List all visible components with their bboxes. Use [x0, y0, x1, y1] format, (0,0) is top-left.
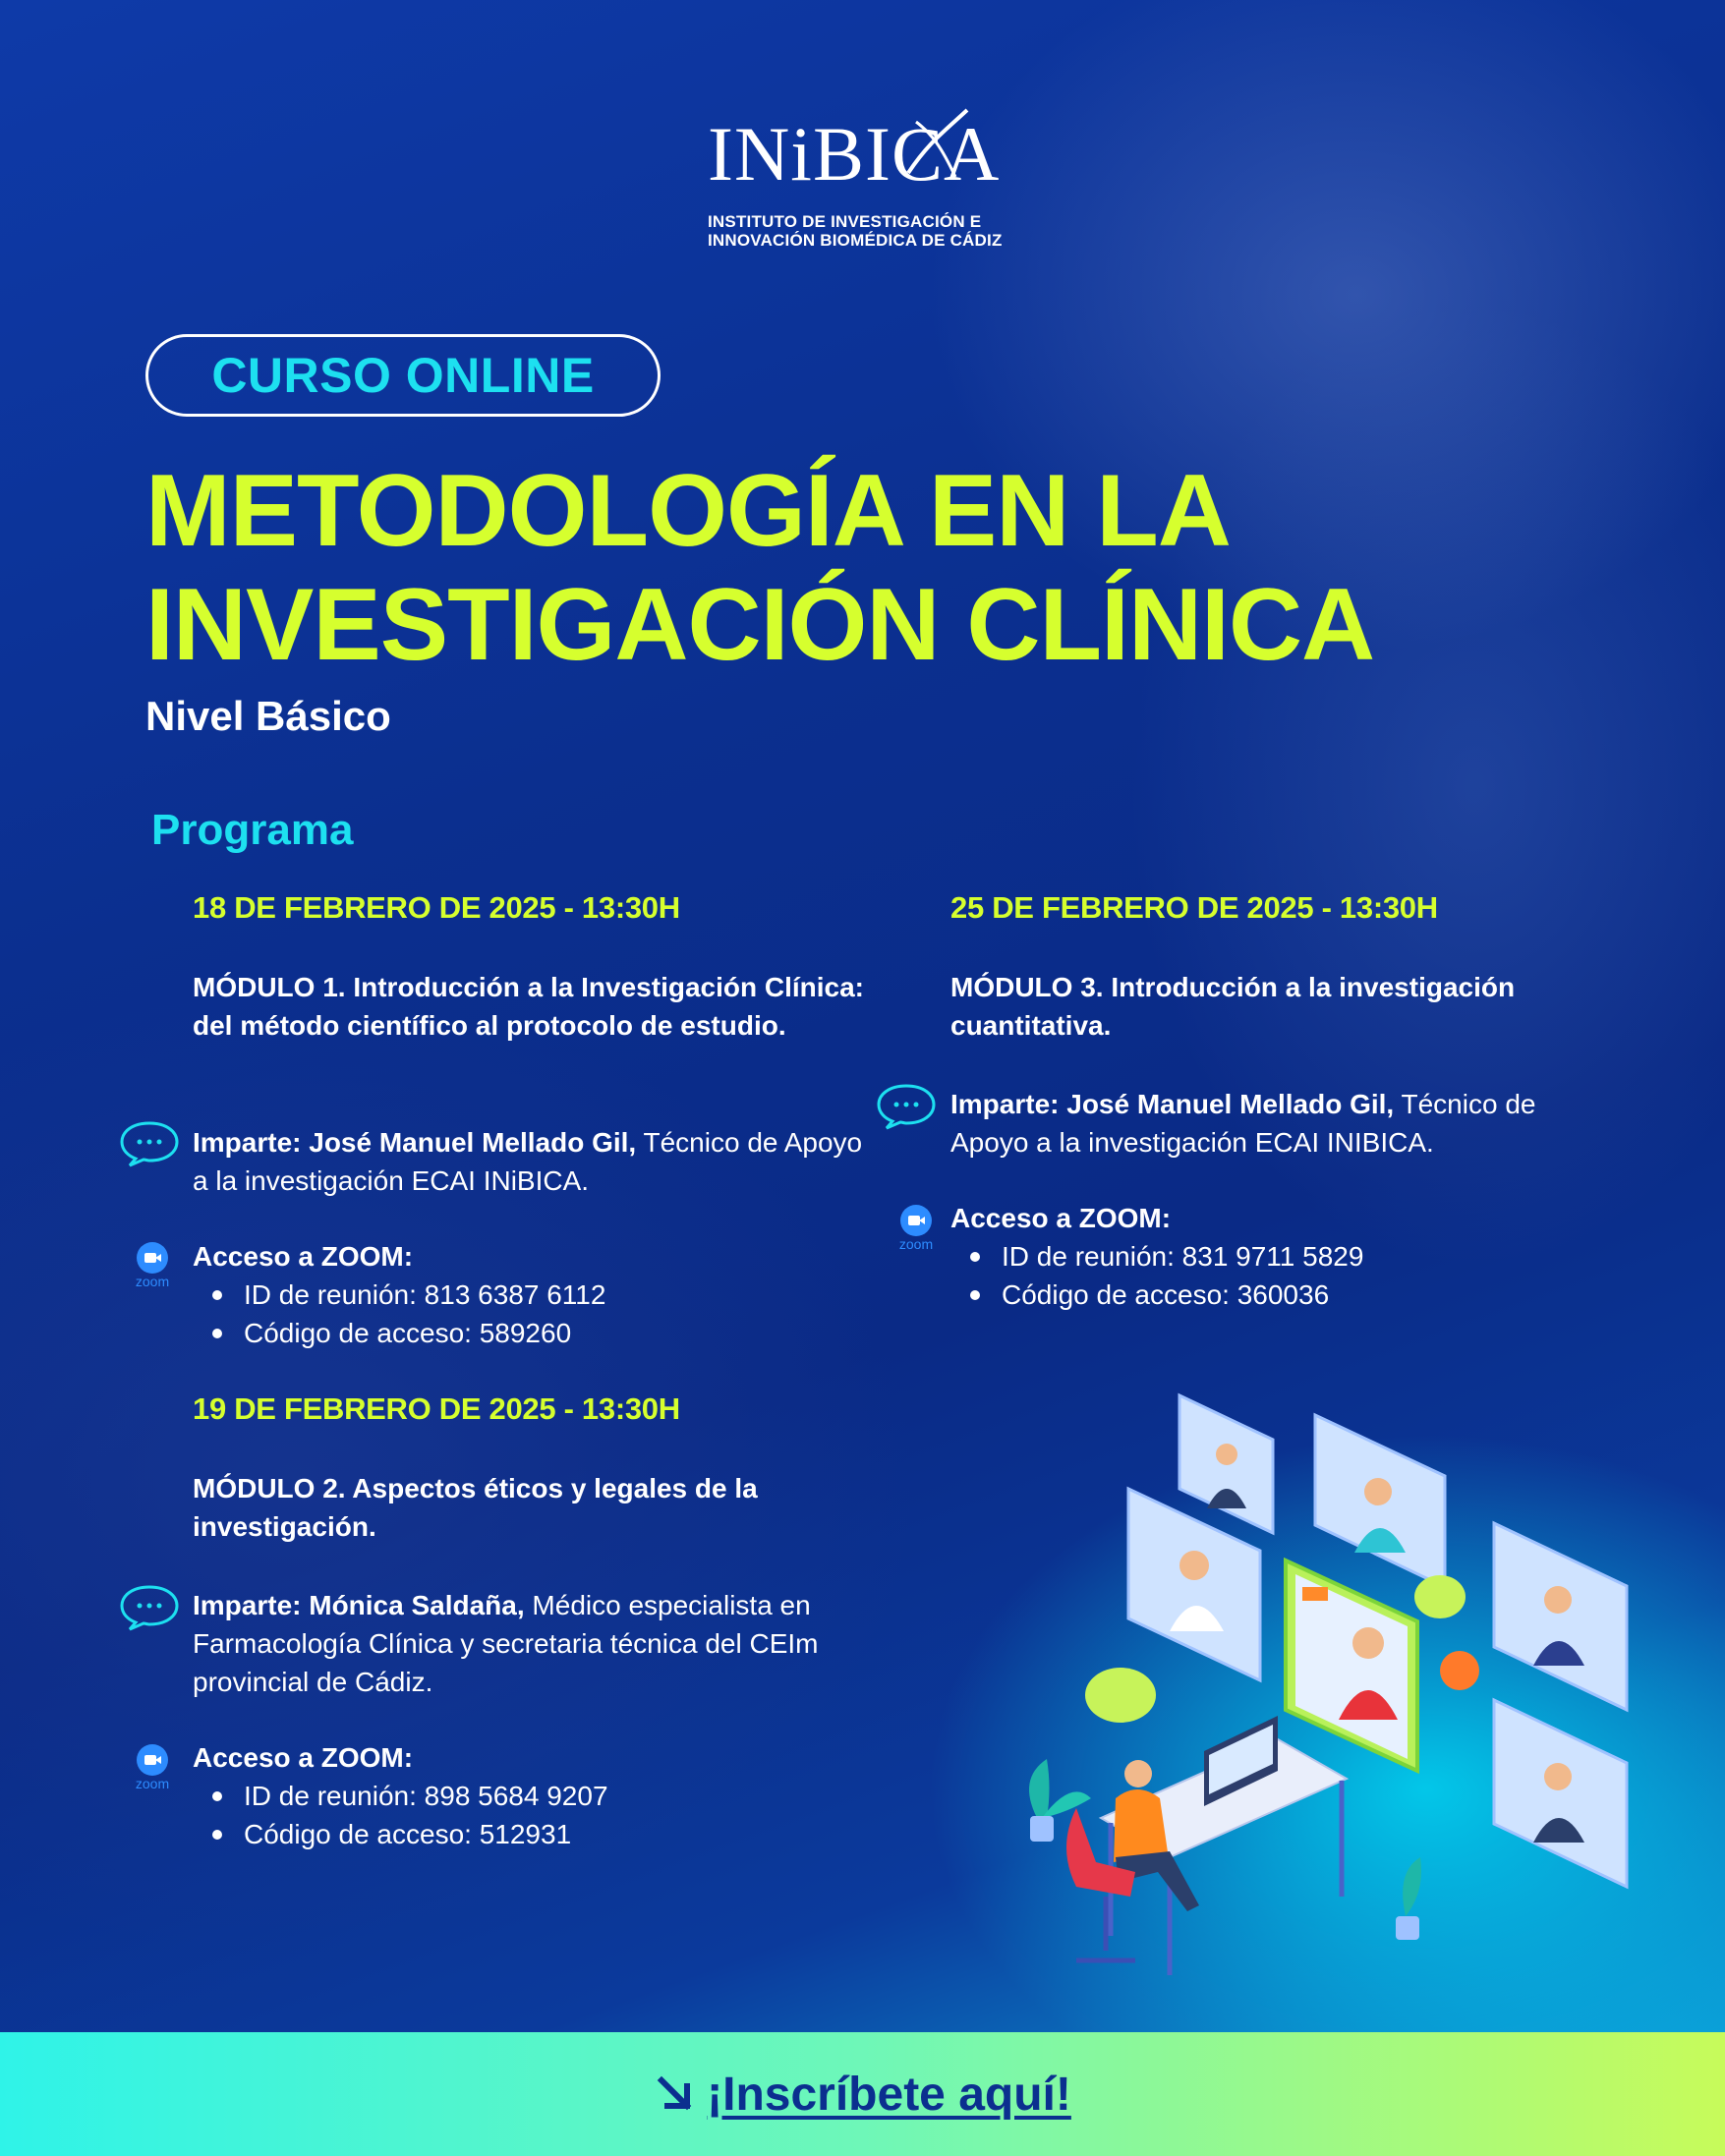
- chat-bubble-icon: [118, 1120, 181, 1167]
- module-1-speaker: [193, 1123, 881, 1200]
- zoom-logo-icon: [128, 1242, 177, 1287]
- module-1-speaker-role: Técnico de Apoyo a la investigación ECAI INiBICA.: [193, 1127, 863, 1196]
- module-2-access-code: Código de acceso: 512931: [193, 1815, 832, 1853]
- module-1-zoom-details: [193, 1276, 832, 1352]
- video-tile: [1315, 1415, 1445, 1587]
- module-2-zoom-details: [193, 1777, 832, 1853]
- module-3-speaker: [950, 1085, 1599, 1162]
- chat-bubble-icon: [875, 1083, 938, 1130]
- logo-wordmark: INiBICA: [708, 116, 1022, 193]
- chat-bubble-icon: [118, 1584, 181, 1631]
- video-tile: [1179, 1395, 1273, 1533]
- module-1-meeting-id: ID de reunión: 813 6387 6112: [193, 1276, 832, 1314]
- logo-subtitle-line1: INSTITUTO DE INVESTIGACIÓN E: [708, 212, 982, 231]
- module-3-zoom-label: Acceso a ZOOM:: [950, 1203, 1172, 1233]
- module-2-speaker-name: Imparte: Mónica Saldaña,: [193, 1590, 525, 1620]
- register-banner[interactable]: [0, 2032, 1725, 2156]
- module-1-access-code: Código de acceso: 589260: [193, 1314, 832, 1352]
- logo-subtitle: [708, 212, 1022, 250]
- module-2-title: MÓDULO 2. Aspectos éticos y legales de la investigación.: [193, 1473, 758, 1542]
- module-1-date: 18 DE FEBRERO DE 2025 - 13:30H: [193, 890, 680, 925]
- zoom-icon-label: zoom: [135, 1776, 170, 1791]
- page-title: [145, 454, 1522, 682]
- module-3-title: MÓDULO 3. Introducción a la investigación cuantitativa.: [950, 972, 1516, 1041]
- module-2-speaker-role: Médico especialista en Farmacología Clínica y secretaria técnica del CEIm provincial de Cádiz.: [193, 1590, 819, 1697]
- programa-heading: Programa: [151, 806, 354, 854]
- course-type-badge: CURSO ONLINE: [145, 334, 661, 417]
- arrow-down-right-icon: [654, 2072, 697, 2116]
- zoom-icon-label: zoom: [898, 1236, 934, 1252]
- module-2-date: 19 DE FEBRERO DE 2025 - 13:30H: [193, 1391, 680, 1426]
- zoom-logo-icon: [891, 1205, 941, 1250]
- online-meeting-illustration: [983, 1386, 1651, 1995]
- module-3-zoom-details: [950, 1237, 1589, 1314]
- module-2-zoom-label: Acceso a ZOOM:: [193, 1742, 414, 1773]
- module-2-meeting-id: ID de reunión: 898 5684 9207: [193, 1777, 832, 1815]
- module-3-date: 25 DE FEBRERO DE 2025 - 13:30H: [950, 890, 1438, 925]
- video-tile: [1494, 1523, 1627, 1710]
- module-1-speaker-name: Imparte: José Manuel Mellado Gil,: [193, 1127, 637, 1158]
- module-3-speaker-name: Imparte: José Manuel Mellado Gil,: [950, 1089, 1395, 1119]
- level-subtitle: Nivel Básico: [145, 693, 391, 739]
- module-3-speaker-role: Técnico de Apoyo a la investigación ECAI INIBICA.: [950, 1089, 1536, 1158]
- zoom-logo-icon: [128, 1744, 177, 1789]
- module-2-speaker: [193, 1586, 900, 1701]
- zoom-icon-label: zoom: [135, 1274, 170, 1289]
- register-link[interactable]: [654, 2068, 1071, 2122]
- video-tile: [1494, 1700, 1627, 1887]
- module-1-zoom-label: Acceso a ZOOM:: [193, 1241, 414, 1272]
- logo-subtitle-line2: INNOVACIÓN BIOMÉDICA DE CÁDIZ: [708, 231, 1003, 250]
- title-line-2: INVESTIGACIÓN CLÍNICA: [145, 568, 1375, 682]
- module-3-meeting-id: ID de reunión: 831 9711 5829: [950, 1237, 1589, 1276]
- video-tile: [1286, 1560, 1417, 1771]
- module-3-access-code: Código de acceso: 360036: [950, 1276, 1589, 1314]
- register-link-label[interactable]: ¡Inscríbete aquí!: [707, 2068, 1071, 2121]
- title-line-1: METODOLOGÍA EN LA: [145, 454, 1231, 568]
- logo-helix-icon: [902, 104, 971, 183]
- inibica-logo: [708, 111, 1022, 250]
- module-1-title: MÓDULO 1. Introducción a la Investigación Clínica: del método científico al protocolo de estudio.: [193, 972, 864, 1041]
